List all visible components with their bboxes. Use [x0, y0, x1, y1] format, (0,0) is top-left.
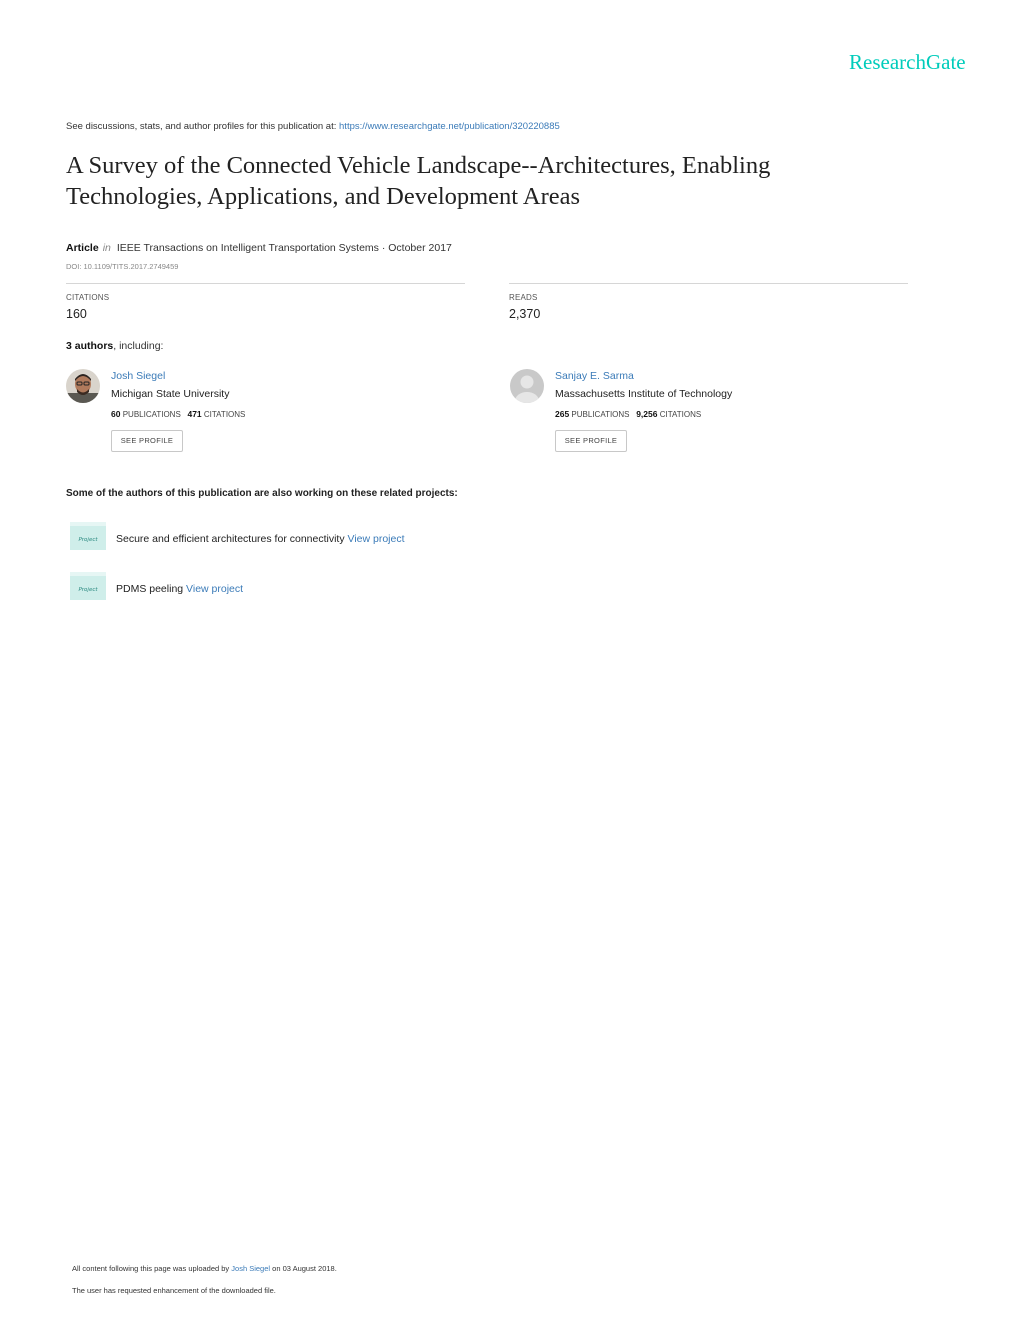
authors-count: 3 authors [66, 340, 114, 352]
authors-heading-suffix: , including: [113, 340, 164, 352]
see-discussions-text: See discussions, stats, and author profiles for this publication at: [66, 121, 340, 132]
citations-divider [66, 283, 465, 284]
project-title: PDMS peeling [116, 583, 184, 595]
reads-label: READS [509, 293, 538, 302]
meta-in-word: in [102, 242, 111, 254]
author-counts [555, 409, 701, 419]
uploaded-prefix: All content following this page was uploaded by [72, 1264, 232, 1273]
project-title: Secure and efficient architectures for connectivity [116, 533, 345, 545]
publications-count: 60 [111, 409, 121, 419]
author-name-sanjay-sarma[interactable]: Sanjay E. Sarma [555, 370, 634, 382]
doi: DOI: 10.1109/TITS.2017.2749459 [66, 262, 179, 271]
publications-label: PUBLICATIONS [122, 410, 181, 419]
reads-divider [509, 283, 908, 284]
enhancement-note: The user has requested enhancement of the downloaded file. [72, 1286, 276, 1295]
author-counts [111, 409, 245, 419]
journal-name: IEEE Transactions on Intelligent Transportation Systems · October 2017 [116, 242, 452, 254]
publication-url-link[interactable]: https://www.researchgate.net/publication/320220885 [339, 121, 560, 132]
avatar[interactable] [66, 369, 100, 403]
related-projects-heading: Some of the authors of this publication are also working on these related projects: [66, 488, 458, 499]
publication-title-line-2: Technologies, Applications, and Development Areas [66, 183, 581, 210]
author-institution: Michigan State University [111, 388, 230, 400]
citations-label: CITATIONS [66, 293, 110, 302]
avatar[interactable] [510, 369, 544, 403]
citations-count-label: CITATIONS [659, 410, 702, 419]
user-placeholder-icon [510, 369, 544, 403]
project-folder-icon [70, 572, 106, 600]
project-item [116, 533, 405, 545]
publication-title-line-1: A Survey of the Connected Vehicle Landscape--Architectures, Enabling [66, 152, 771, 179]
publications-label: PUBLICATIONS [571, 410, 630, 419]
citations-count: 471 [187, 409, 202, 419]
publications-count: 265 [555, 409, 570, 419]
view-project-link[interactable]: View project [186, 583, 244, 595]
publication-title [66, 150, 946, 212]
citations-count-label: CITATIONS [203, 410, 246, 419]
uploader-link[interactable]: Josh Siegel [231, 1264, 271, 1273]
citations-count: 9,256 [636, 409, 658, 419]
uploaded-by-note [72, 1264, 337, 1273]
project-icon-label: Project [78, 587, 98, 593]
see-profile-button[interactable]: SEE PROFILE [111, 430, 183, 452]
project-folder-icon [70, 522, 106, 550]
publication-type: Article [66, 242, 99, 254]
citations-value: 160 [66, 307, 87, 321]
reads-value: 2,370 [509, 307, 541, 321]
view-project-link[interactable]: View project [347, 533, 405, 545]
see-profile-button[interactable]: SEE PROFILE [555, 430, 627, 452]
publication-meta [66, 242, 452, 254]
authors-heading [66, 340, 163, 352]
author-institution: Massachusetts Institute of Technology [555, 388, 733, 400]
author-photo-icon [66, 369, 100, 403]
project-icon-label: Project [78, 537, 98, 543]
researchgate-logo[interactable]: ResearchGate [849, 50, 966, 74]
project-item [116, 583, 243, 595]
uploaded-suffix: on 03 August 2018. [270, 1264, 337, 1273]
see-discussions-line [66, 121, 560, 132]
author-name-josh-siegel[interactable]: Josh Siegel [111, 370, 166, 382]
